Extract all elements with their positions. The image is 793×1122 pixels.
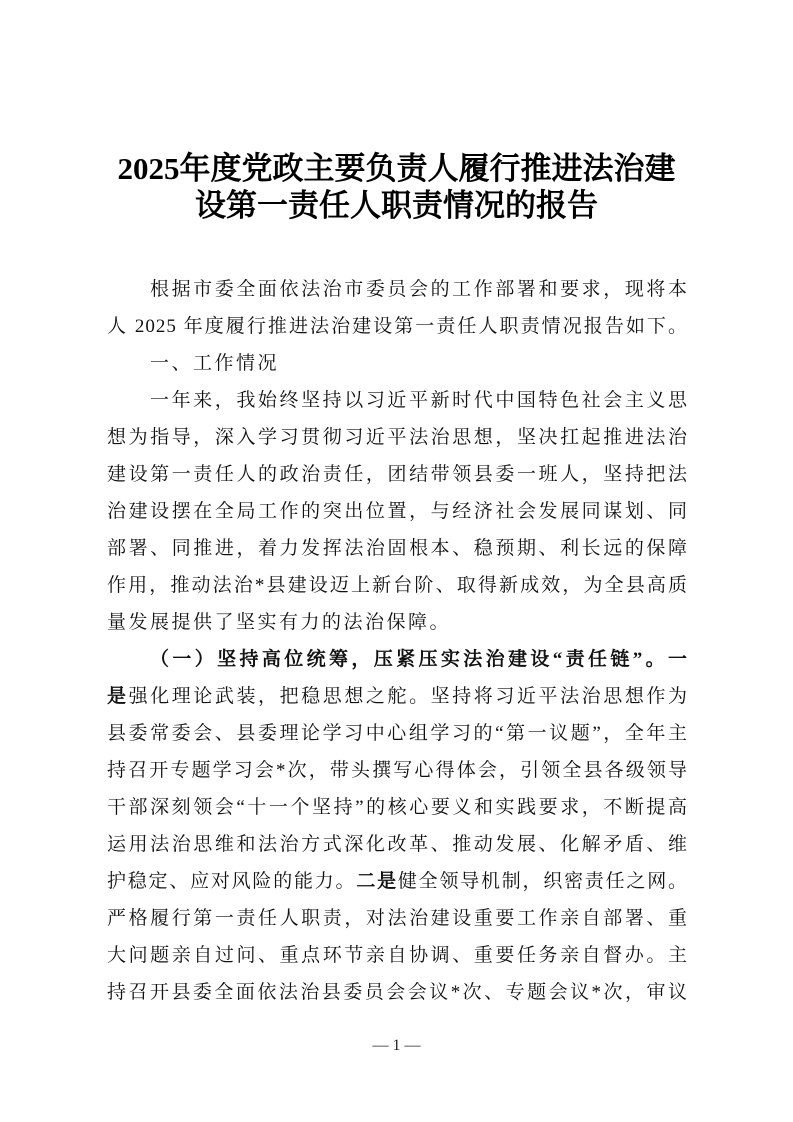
intro-paragraph-line: 根据市委全面依法治市委员会的工作部署和要求，现将本 — [150, 279, 688, 300]
subsection-text: 大问题亲自过问、重点环节亲自协调、重要任务亲自督办。主 — [107, 945, 688, 966]
document-body — [107, 271, 688, 1011]
subsection-line — [107, 715, 688, 752]
subsection-text: 干部深刻领会“十一个坚持”的核心要义和实践要求，不断提高 — [107, 797, 688, 818]
subsection-text: 持召开专题学习会*次，带头撰写心得体会，引领全县各级领导 — [107, 760, 688, 781]
subsection-line — [107, 641, 688, 678]
subsection-text: 护稳定、应对风险的能力。 — [107, 871, 357, 892]
subsection-line — [107, 974, 688, 1011]
subsection-line — [107, 678, 688, 715]
overview-paragraph-line: 部署、同推进，着力发挥法治固根本、稳预期、利长远的保障 — [107, 538, 688, 559]
document-title — [90, 150, 703, 224]
subsection-text: 强化理论武装，把稳思想之舵。坚持将习近平法治思想作为 — [128, 686, 688, 707]
section-heading: 一、工作情况 — [150, 352, 280, 374]
page-number: — 1 — — [372, 1037, 421, 1054]
subsection-line — [107, 789, 688, 826]
intro-paragraph-line: 人 2025 年度履行推进法治建设第一责任人职责情况报告如下。 — [107, 316, 688, 337]
overview-paragraph-line: 想为指导，深入学习贯彻习近平法治思想，坚决扛起推进法治 — [107, 427, 688, 448]
subsection-line — [107, 937, 688, 974]
subsection-line — [107, 752, 688, 789]
point-label-part: 是 — [107, 686, 129, 707]
subsection-heading: （一）坚持高位统筹，压紧压实法治建设“责任链”。 — [150, 649, 668, 670]
point-label: 二是 — [356, 871, 398, 892]
overview-paragraph-line: 作用，推动法治*县建设迈上新台阶、取得新成效，为全县高质 — [107, 575, 688, 596]
point-label-part: 一 — [667, 649, 688, 670]
subsection-text: 严格履行第一责任人职责，对法治建设重要工作亲自部署、重 — [107, 908, 688, 929]
title-line: 2025年度党政主要负责人履行推进法治建 — [117, 151, 676, 186]
overview-paragraph-line: 一年来，我始终坚持以习近平新时代中国特色社会主义思 — [150, 390, 688, 411]
subsection-text: 持召开县委全面依法治县委员会会议*次、专题会议*次，审议 — [107, 982, 688, 1003]
overview-paragraph-line: 量发展提供了坚实有力的法治保障。 — [107, 612, 452, 633]
subsection-text: 县委常委会、县委理论学习中心组学习的“第一议题”，全年主 — [107, 723, 688, 744]
overview-paragraph-line: 治建设摆在全局工作的突出位置，与经济社会发展同谋划、同 — [107, 501, 688, 522]
subsection-line — [107, 863, 688, 900]
subsection-text: 运用法治思维和法治方式深化改革、推动发展、化解矛盾、维 — [107, 834, 688, 855]
overview-paragraph-line: 建设第一责任人的政治责任，团结带领县委一班人，坚持把法 — [107, 464, 688, 485]
subsection-text: 健全领导机制，织密责任之网。 — [397, 871, 688, 892]
title-line: 设第一责任人职责情况的报告 — [195, 188, 598, 223]
subsection-line — [107, 826, 688, 863]
subsection-line — [107, 900, 688, 937]
